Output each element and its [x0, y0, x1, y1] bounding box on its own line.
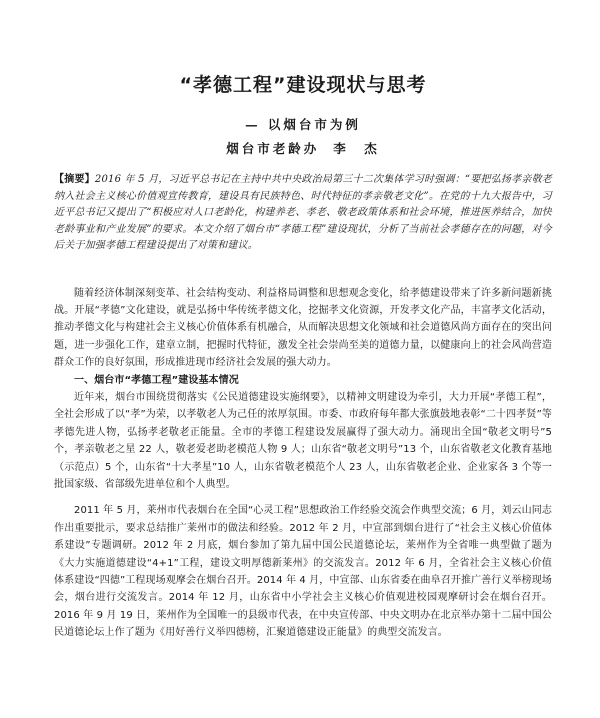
body-paragraph: 2011 年 5 月，莱州市代表烟台在全国“心灵工程”思想政治工作经验交流会作典型交流；6 月，刘云山同志作出重要批示，要求总结推广莱州市的做法和经验。2012 年 2 月，中宣部到烟台进行了“社会主义核心价值体系建设”专题调研。2012 年 2 月底，烟台参加了第九届中国公民道德论坛，莱州作为全省唯一典型做了题为《大力实施道德建设“4+1”工程，建设文明厚德新莱州》的交流发言。2012 年 6 月，全省社会主义核心价值体系建设“四德”工程现场观摩会在烟台召开。2014 年 4 月，中宣部、山东省委在曲阜召开推广善行义举榜现场会，烟台进行交流发言。2014 年 12 月，山东省中小学社会主义核心价值观进校园观摩研讨会在烟台召开。2016 年 9 月 19 日，莱州作为全国唯一的县级市代表，在中央宣传部、中央文明办在北京举办第十二届中国公民道德论坛上作了题为《用好善行义举四德榜，汇聚道德建设正能量》的典型交流发言。	[54, 505, 552, 639]
author-organization: 烟台市老龄办	[226, 141, 320, 156]
abstract-label: 【摘要】	[54, 174, 95, 185]
intro-paragraph: 随着经济体制深刻变革、社会结构变动、利益格局调整和思想观念变化，给孝德建设带来了许多新问题新挑战。开展“孝德”文化建设，就是弘扬中华传统孝德文化，挖掘孝文化资源，开发孝文化产品，丰富孝文化活动，推动孝德文化与构建社会主义核心价值体系有机融合，从而解决思想文化领域和社会道德风尚方面存在的突出问题，进一步强化工作，建章立制，把握时代特征，激发全社会崇尚至美的道德力量，以健康向上的社会风尚营造群众工作的良好氛围，形成推进现市经济社会发展的强大动力。	[54, 287, 552, 369]
abstract-text: 2016 年 5 月，习近平总书记在主持中共中央政治局第三十二次集体学习时强调：“要把弘扬孝亲敬老纳入社会主义核心价值观宣传教育，建设具有民族特色、时代特征的孝亲敬老文化”。在党的十九大报告中，习近平总书记又提出了“积极应对人口老龄化，构建养老、孝老、敬老政策体系和社会环境，推进医养结合，加快老龄事业和产业发展”的要求。本文介绍了烟台市“孝德工程”建设现状，分析了当前社会孝德存在的问题，对今后关于加强孝德工程建设提出了对策和建议。	[54, 174, 552, 251]
section-heading: 一、烟台市“孝德工程”建设基本情况	[74, 374, 239, 386]
abstract	[54, 172, 552, 255]
author-line	[54, 140, 552, 158]
article-body	[54, 285, 552, 642]
article-title: “孝德工程”建设现状与思考	[179, 74, 427, 96]
article-subtitle: — 以烟台市为例	[245, 117, 361, 132]
author-name: 李 杰	[333, 141, 380, 156]
body-paragraph: 近年来，烟台市围绕贯彻落实《公民道德建设实施纲要》，以精神文明建设为牵引，大力开展“孝德工程”，全社会形成了以“孝”为荣，以孝敬老人为己任的浓厚氛围。市委、市政府每年都大张旗鼓地表彰“二十四孝贤”等孝德先进人物，弘扬孝老敬老正能量。全市的孝德工程建设发展赢得了强大动力。涌现出全国“敬老文明号”5 个，孝亲敬老之星 22 人，敬老爱老助老模范人物 9 人；山东省“敬老文明号”13 个，山东省敬老文化教育基地（示范点）5 个，山东省“十大孝星”10 人，山东省敬老模范个人 23 人，山东省敬老企业、企业家各 3 个等一批国家级、省部级先进单位和个人典型。	[54, 391, 552, 490]
